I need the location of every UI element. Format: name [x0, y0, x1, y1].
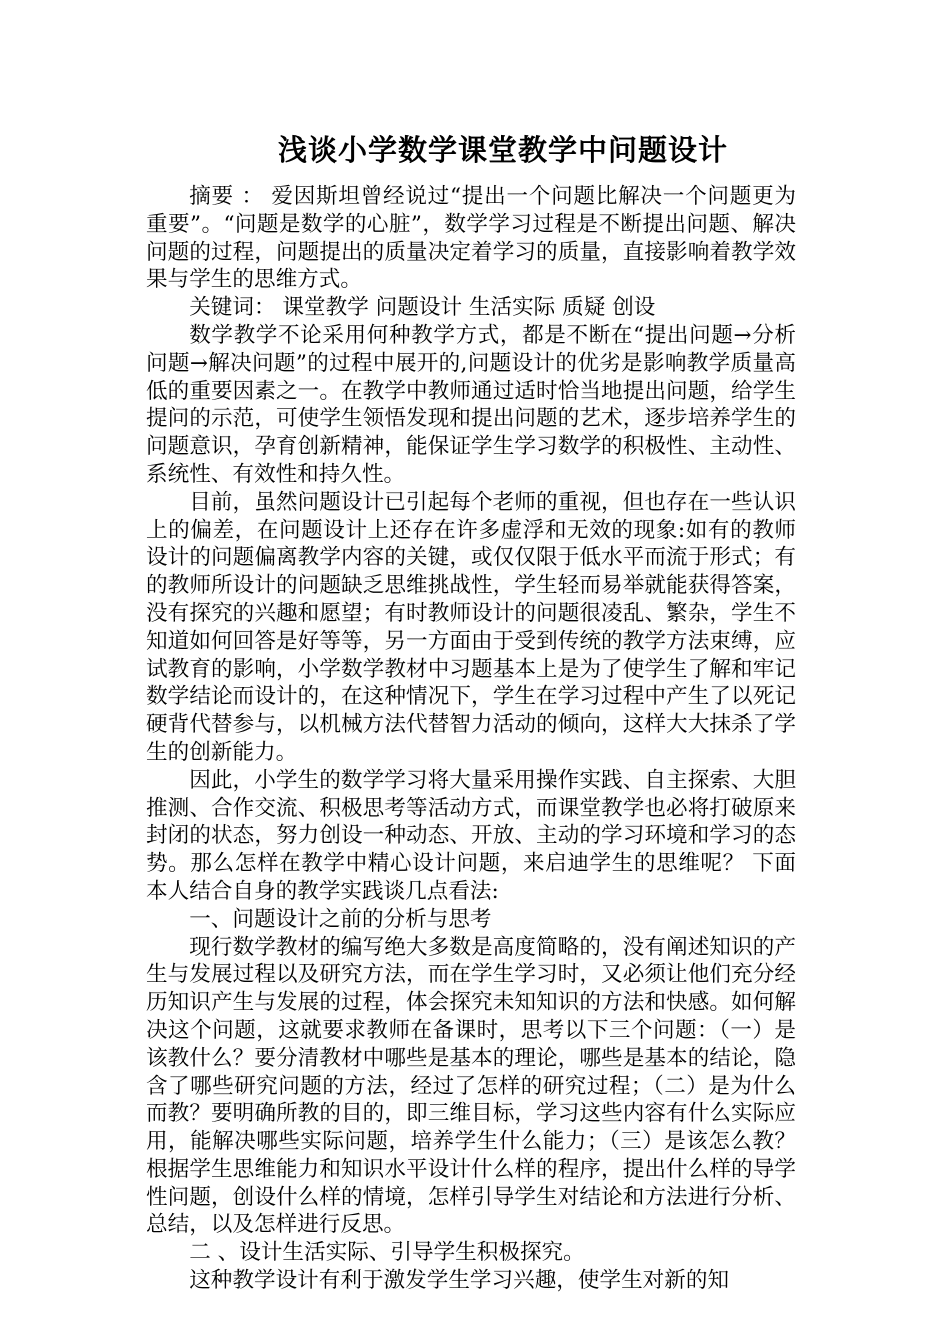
- document-title: 浅谈小学数学课堂教学中问题设计: [277, 133, 728, 167]
- abstract-paragraph: 摘要 ： 爱因斯坦曾经说过“提出一个问题比解决一个问题更为重要”。“问题是数学的心脏”，数学学习过程是不断提出问题、解决问题的过程，问题提出的质量决定着学习的质量，直接影响着教学效果与学生的思维方式。: [146, 184, 796, 293]
- section-2-paragraph: 这种教学设计有利于激发学生学习兴趣，使学生对新的知: [189, 1268, 730, 1294]
- document-page: [146, 128, 796, 1295]
- body-paragraph-1: 数学教学不论采用何种教学方式，都是不断在“提出问题→分析问题→解决问题”的过程中展开的,问题设计的优劣是影响教学质量高低的重要因素之一。在教学中教师通过适时恰当地提出问题，给学生提问的示范，可使学生领悟发现和提出问题的艺术，逐步培养学生的问题意识，孕育创新精神，能保证学生学习数学的积极性、主动性、系统性、有效性和持久性。: [146, 322, 796, 487]
- body-paragraph-3: 因此，小学生的数学学习将大量采用操作实践、自主探索、大胆推测、合作交流、积极思考等活动方式，而课堂教学也必将打破原来封闭的状态，努力创设一种动态、开放、主动的学习环境和学习的态势。那么怎样在教学中精心设计问题，来启迪学生的思维呢？ 下面本人结合自身的教学实践谈几点看法:: [146, 767, 796, 904]
- keywords-line: 关键词： 课堂教学 问题设计 生活实际 质疑 创设: [189, 295, 656, 321]
- body-paragraph-2: 目前，虽然问题设计已引起每个老师的重视，但也存在一些认识上的偏差，在问题设计上还存在许多虚浮和无效的现象:如有的教师设计的问题偏离教学内容的关键，或仅仅限于低水平而流于形式；有的教师所设计的问题缺乏思维挑战性，学生轻而易举就能获得答案，没有探究的兴趣和愿望；有时教师设计的问题很凌乱、繁杂，学生不知道如何回答是好等等，另一方面由于受到传统的教学方法束缚，应试教育的影响，小学数学教材中习题基本上是为了使学生了解和牢记数学结论而设计的，在这种情况下，学生在学习过程中产生了以死记硬背代替参与，以机械方法代替智力活动的倾向，这样大大抹杀了学生的创新能力。: [146, 489, 796, 765]
- section-1-paragraph: 现行数学教材的编写绝大多数是高度简略的，没有阐述知识的产生与发展过程以及研究方法，而在学生学习时，又必须让他们充分经历知识产生与发展的过程，体会探究未知知识的方法和快感。如何解决这个问题，这就要求教师在备课时，思考以下三个问题：（一）是该教什么？要分清教材中哪些是基本的理论，哪些是基本的结论，隐含了哪些研究问题的方法，经过了怎样的研究过程；（二）是为什么而教？要明确所教的目的，即三维目标，学习这些内容有什么实际应用，能解决哪些实际问题，培养学生什么能力；（三）是该怎么教？根据学生思维能力和知识水平设计什么样的程序，提出什么样的导学性问题，创设什么样的情境，怎样引导学生对结论和方法进行分析、总结，以及怎样进行反思。: [146, 934, 796, 1238]
- section-heading-2: 二 、设计生活实际、引导学生积极探究。: [189, 1240, 585, 1266]
- section-heading-1: 一、问题设计之前的分析与思考: [189, 906, 492, 932]
